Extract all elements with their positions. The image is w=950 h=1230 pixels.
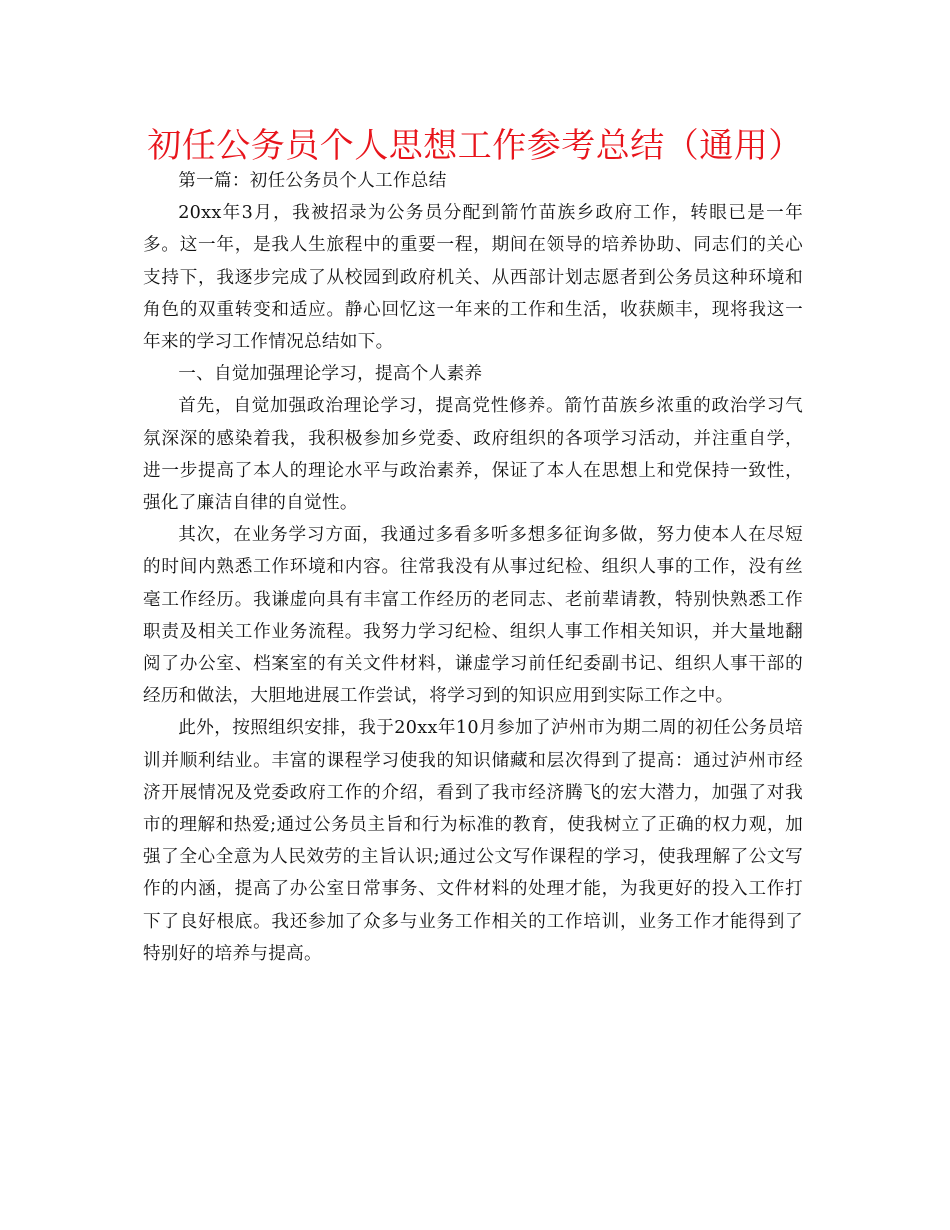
document-body (143, 165, 803, 970)
paragraph: 其次，在业务学习方面，我通过多看多听多想多征询多做，努力使本人在尽短的时间内熟悉工作环境和内容。往常我没有从事过纪检、组织人事的工作，没有丝毫工作经历。我谦虚向具有丰富工作经历的老同志、老前辈请教，特别快熟悉工作职责及相关工作业务流程。我努力学习纪检、组织人事工作相关知识，并大量地翻阅了办公室、档案室的有关文件材料，谦虚学习前任纪委副书记、组织人事干部的经历和做法，大胆地进展工作尝试，将学习到的知识应用到实际工作之中。 (143, 525, 803, 707)
document-title: 初任公务员个人思想工作参考总结（通用） (147, 126, 803, 166)
paragraph: 20xx年3月，我被招录为公务员分配到箭竹苗族乡政府工作，转眼已是一年多。这一年，是我人生旅程中的重要一程，期间在领导的培养协助、同志们的关心支持下，我逐步完成了从校园到政府机关、从西部计划志愿者到公务员这种环境和角色的双重转变和适应。静心回忆这一年来的工作和生活，收获颇丰，现将我这一年来的学习工作情况总结如下。 (143, 203, 803, 353)
section-heading: 第一篇：初任公务员个人工作总结 (178, 171, 447, 191)
subsection-heading: 一、自觉加强理论学习，提高个人素养 (178, 364, 483, 385)
paragraph: 首先，自觉加强政治理论学习，提高党性修养。箭竹苗族乡浓重的政治学习气氛深深的感染着我，我积极参加乡党委、政府组织的各项学习活动，并注重自学，进一步提高了本人的理论水平与政治素养，保证了本人在思想上和党保持一致性，强化了廉洁自律的自觉性。 (143, 396, 803, 514)
paragraph: 此外，按照组织安排，我于20xx年10月参加了泸州市为期二周的初任公务员培训并顺利结业。丰富的课程学习使我的知识储藏和层次得到了提高：通过泸州市经济开展情况及党委政府工作的介绍，看到了我市经济腾飞的宏大潜力，加强了对我市的理解和热爱;通过公务员主旨和行为标准的教育，使我树立了正确的权力观，加强了全心全意为人民效劳的主旨认识;通过公文写作课程的学习，使我理解了公文写作的内涵，提高了办公室日常事务、文件材料的处理才能，为我更好的投入工作打下了良好根底。我还参加了众多与业务工作相关的工作培训，业务工作才能得到了特别好的培养与提高。 (143, 718, 803, 964)
